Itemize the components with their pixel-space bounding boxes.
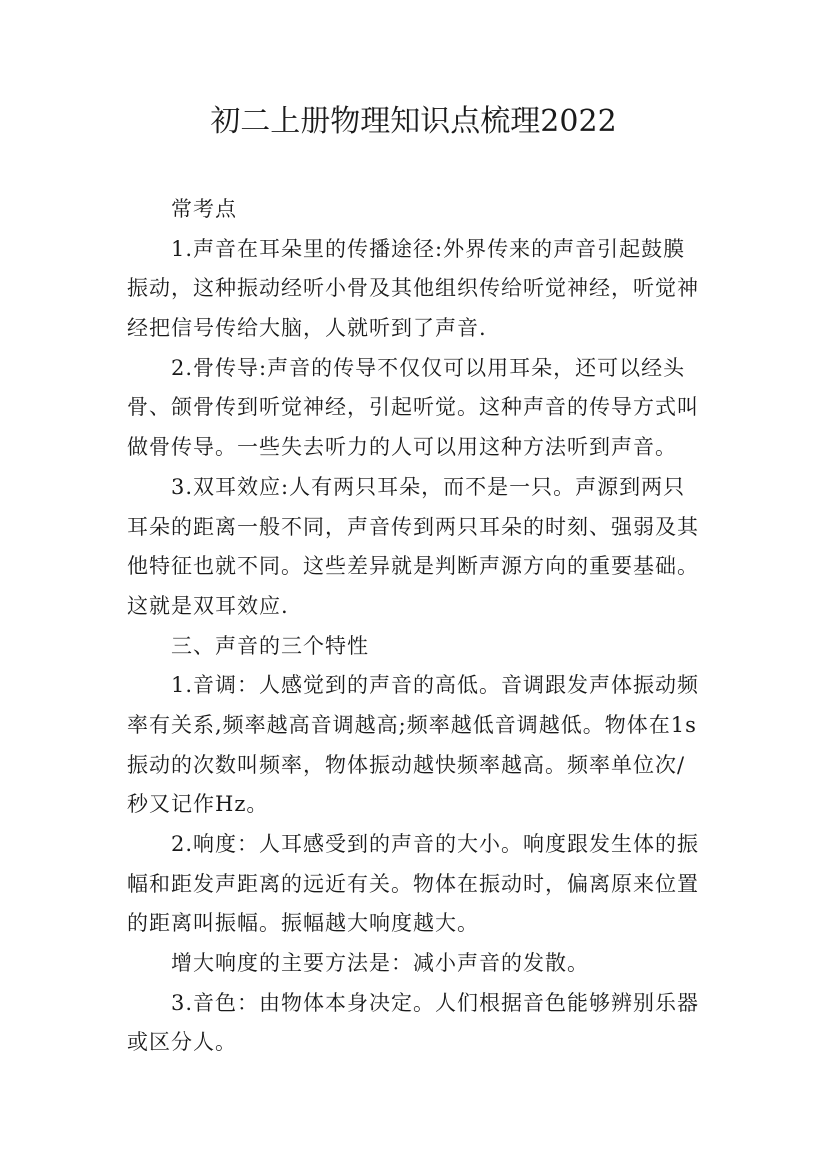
- paragraph-line: 这就是双耳效应.: [127, 593, 289, 618]
- paragraph-line: 率有关系,频率越高音调越高;频率越低音调越低。物体在1s: [127, 712, 697, 737]
- section-heading: 三、声音的三个特性: [171, 633, 369, 658]
- paragraph-line: 3.音色：由物体本身决定。人们根据音色能够辨别乐器: [171, 990, 700, 1015]
- paragraph-line: 振动，这种振动经听小骨及其他组织传给听觉神经，听觉神: [127, 276, 699, 301]
- paragraph-line: 耳朵的距离一般不同，声音传到两只耳朵的时刻、强弱及其: [127, 514, 699, 539]
- paragraph-line: 或区分人。: [127, 1030, 237, 1055]
- section-heading: 常考点: [171, 197, 237, 221]
- paragraph-line: 2.响度：人耳感受到的声音的大小。响度跟发生体的振: [171, 832, 700, 856]
- paragraph-line: 他特征也就不同。这些差异就是判断声源方向的重要基础。: [127, 554, 699, 579]
- document-body: [127, 190, 702, 1063]
- paragraph-line: 3.双耳效应:人有两只耳朵，而不是一只。声源到两只: [171, 474, 686, 499]
- paragraph-line: 秒又记作Hz。: [127, 792, 269, 817]
- paragraph-line: 增大响度的主要方法是：减小声音的发散。: [171, 951, 589, 976]
- paragraph-line: 骨、颌骨传到听觉神经，引起听觉。这种声音的传导方式叫: [127, 395, 699, 420]
- paragraph-line: 1.声音在耳朵里的传播途径:外界传来的声音引起鼓膜: [171, 236, 686, 261]
- paragraph-line: 振动的次数叫频率，物体振动越快频率越高。频率单位次/: [127, 752, 686, 777]
- paragraph-line: 的距离叫振幅。振幅越大响度越大。: [127, 911, 479, 936]
- document-title: 初二上册物理知识点梳理2022: [210, 104, 617, 139]
- paragraph-line: 幅和距发声距离的远近有关。物体在振动时，偏离原来位置: [127, 871, 699, 896]
- paragraph-line: 1.音调：人感觉到的声音的高低。音调跟发声体振动频: [171, 673, 700, 698]
- paragraph-line: 做骨传导。一些失去听力的人可以用这种方法听到声音。: [127, 435, 677, 460]
- paragraph-line: 2.骨传导:声音的传导不仅仅可以用耳朵，还可以经头: [171, 355, 686, 380]
- paragraph-line: 经把信号传给大脑，人就听到了声音.: [127, 316, 487, 341]
